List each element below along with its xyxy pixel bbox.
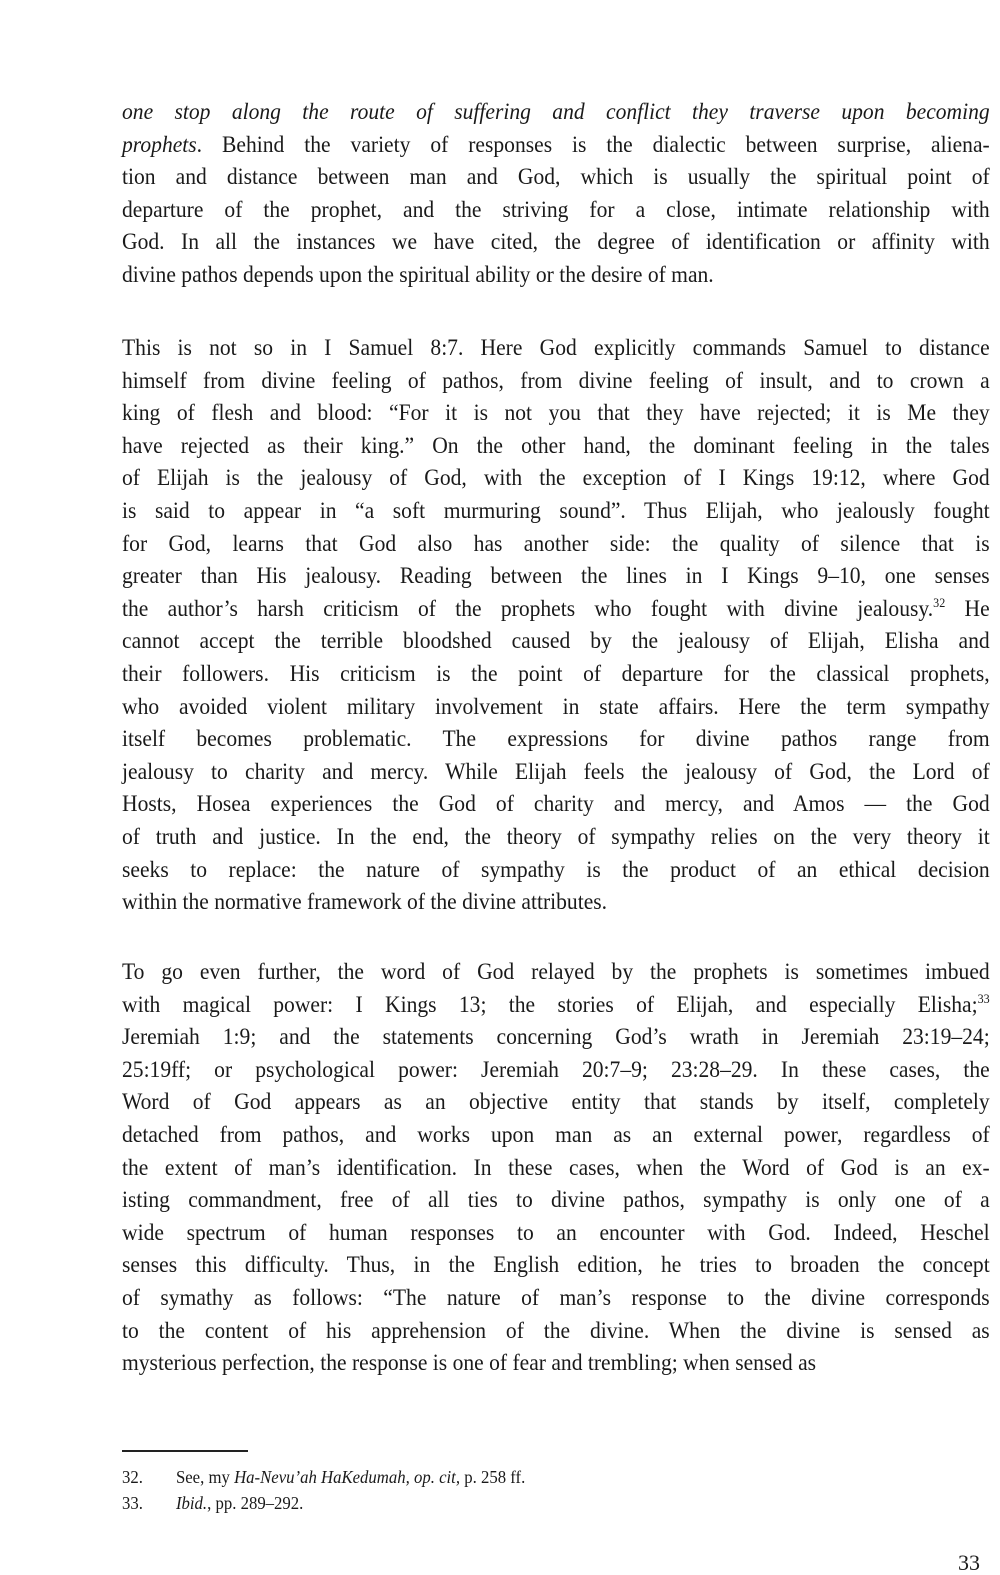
footnote-text: , pp. 289–292. bbox=[207, 1493, 304, 1513]
line-text: Hosts, Hosea experiences the God of charity and mercy, and Amos — the God bbox=[122, 791, 990, 818]
line-text: have rejected as their king.” On the other hand, the dominant feeling in the tales bbox=[122, 432, 990, 459]
text-line bbox=[122, 886, 990, 919]
line-text: This is not so in I Samuel 8:7. Here God explicitly commands Samuel to distance bbox=[122, 335, 990, 361]
line-text: of symathy as follows: “The nature of man’s response to the divine corresponds bbox=[122, 1284, 990, 1311]
line-text: senses this difficulty. Thus, in the English edition, he tries to broaden the concept bbox=[122, 1252, 990, 1279]
text-line bbox=[122, 194, 990, 227]
text-line bbox=[122, 129, 990, 162]
line-text: . Behind the variety of responses is the dialectic between surprise, aliena- bbox=[196, 131, 990, 158]
line-text: for God, learns that God also has another side: the quality of silence that is bbox=[122, 530, 990, 557]
line-text: to the content of his apprehension of the divine. When the divine is sensed as bbox=[122, 1317, 990, 1344]
text-line bbox=[122, 259, 990, 292]
line-text: the author’s harsh criticism of the prophets who fought with divine jealousy. bbox=[122, 595, 934, 622]
text-line bbox=[122, 495, 990, 528]
line-text: is said to appear in “a soft murmuring sound”. Thus Elijah, who jealously fought bbox=[122, 497, 990, 524]
text-line bbox=[122, 1315, 990, 1348]
footnote-number: 33. bbox=[122, 1493, 143, 1513]
line-text: king of flesh and blood: “For it is not you that they have rejected; it is Me they bbox=[122, 400, 990, 427]
line-text: himself from divine feeling of pathos, from divine feeling of insult, and to crown a bbox=[122, 367, 990, 394]
text-line bbox=[122, 658, 990, 691]
footnote-33 bbox=[122, 1492, 303, 1514]
line-text: To go even further, the word of God relayed by the prophets is sometimes imbued bbox=[122, 959, 990, 985]
line-text: within the normative framework of the divine attributes. bbox=[122, 889, 608, 916]
paragraph-2 bbox=[122, 332, 990, 919]
line-text: God. In all the instances we have cited, the degree of identification or affinity with bbox=[122, 229, 990, 256]
paragraph-1 bbox=[122, 96, 990, 292]
line-text: 25:19ff; or psychological power: Jeremiah 20:7–9; 23:28–29. In these cases, the bbox=[122, 1056, 990, 1083]
text-line bbox=[122, 989, 990, 1022]
line-text: isting commandment, free of all ties to divine pathos, sympathy is only one of a bbox=[122, 1187, 990, 1214]
footnote-title: Ha-Nevu’ah HaKedumah, op. cit, bbox=[234, 1467, 461, 1487]
footnote-reference[interactable]: 32 bbox=[933, 594, 946, 610]
line-text: itself becomes problematic. The expressions for divine pathos range from bbox=[122, 726, 990, 753]
footnote-32 bbox=[122, 1466, 525, 1488]
text-line bbox=[122, 226, 990, 259]
text-line bbox=[122, 756, 990, 789]
text-line bbox=[122, 723, 990, 756]
text-line bbox=[122, 854, 990, 887]
footnote-text: See, my bbox=[175, 1467, 235, 1487]
text-line bbox=[122, 1347, 990, 1380]
footnote-reference[interactable]: 33 bbox=[977, 990, 990, 1006]
text-line bbox=[122, 161, 990, 194]
text-line bbox=[122, 430, 990, 463]
text-line bbox=[122, 788, 990, 821]
line-text: jealousy to charity and mercy. While Elijah feels the jealousy of God, the Lord of bbox=[122, 758, 990, 785]
text-line bbox=[122, 397, 990, 430]
paragraph-3 bbox=[122, 956, 990, 1380]
line-text: wide spectrum of human responses to an encounter with God. Indeed, Heschel bbox=[122, 1219, 990, 1246]
line-text: tion and distance between man and God, which is usually the spiritual point of bbox=[122, 164, 990, 191]
line-text: their followers. His criticism is the point of departure for the classical prophets, bbox=[122, 660, 990, 687]
text-line bbox=[122, 528, 990, 561]
text-line bbox=[122, 1086, 990, 1119]
line-text: who avoided violent military involvement in state affairs. Here the term sympathy bbox=[122, 693, 990, 720]
line-text: departure of the prophet, and the striving for a close, intimate relationship with bbox=[122, 196, 990, 223]
line-text: mysterious perfection, the response is one of fear and trembling; when sensed as bbox=[122, 1350, 817, 1377]
text-line bbox=[122, 1217, 990, 1250]
page-number: 33 bbox=[958, 1550, 980, 1575]
text-line bbox=[122, 956, 990, 989]
text-line bbox=[122, 96, 990, 129]
line-text: cannot accept the terrible bloodshed caused by the jealousy of Elijah, Elisha and bbox=[122, 628, 990, 655]
footnote-divider bbox=[122, 1450, 248, 1452]
text-line bbox=[122, 1152, 990, 1185]
line-text: Jeremiah 1:9; and the statements concerning God’s wrath in Jeremiah 23:19–24; bbox=[122, 1024, 990, 1051]
line-text: seeks to replace: the nature of sympathy is the product of an ethical decision bbox=[122, 856, 990, 883]
line-text: of Elijah is the jealousy of God, with the exception of I Kings 19:12, where God bbox=[122, 465, 990, 492]
text-line bbox=[122, 1021, 990, 1054]
line-text: divine pathos depends upon the spiritual ability or the desire of man. bbox=[122, 261, 714, 288]
text-line bbox=[122, 365, 990, 398]
text-line bbox=[122, 1282, 990, 1315]
text-line bbox=[122, 560, 990, 593]
line-text: greater than His jealousy. Reading between the lines in I Kings 9–10, one senses bbox=[122, 563, 990, 590]
text-line bbox=[122, 821, 990, 854]
text-line bbox=[122, 625, 990, 658]
text-line bbox=[122, 1184, 990, 1217]
line-text: detached from pathos, and works upon man as an external power, regardless of bbox=[122, 1121, 990, 1148]
text-line bbox=[122, 462, 990, 495]
line-text: Word of God appears as an objective entity that stands by itself, completely bbox=[122, 1089, 990, 1116]
text-line bbox=[122, 691, 990, 724]
line-text: He bbox=[945, 595, 990, 622]
text-line bbox=[122, 1249, 990, 1282]
line-text: the extent of man’s identification. In these cases, when the Word of God is an ex- bbox=[122, 1154, 990, 1181]
text-line bbox=[122, 1054, 990, 1087]
line-text: with magical power: I Kings 13; the stories of Elijah, and especially Elisha; bbox=[122, 991, 978, 1018]
text-line bbox=[122, 593, 990, 626]
italic-text: one stop along the route of suffering and conflict they traverse upon becoming bbox=[122, 99, 990, 125]
text-line bbox=[122, 332, 990, 365]
footnote-number: 32. bbox=[122, 1467, 143, 1487]
line-text: of truth and justice. In the end, the theory of sympathy relies on the very theory it bbox=[122, 823, 990, 850]
text-line bbox=[122, 1119, 990, 1152]
footnote-text: p. 258 ff. bbox=[460, 1467, 526, 1487]
footnote-title: Ibid. bbox=[175, 1493, 208, 1513]
italic-text: prophets bbox=[122, 131, 197, 158]
